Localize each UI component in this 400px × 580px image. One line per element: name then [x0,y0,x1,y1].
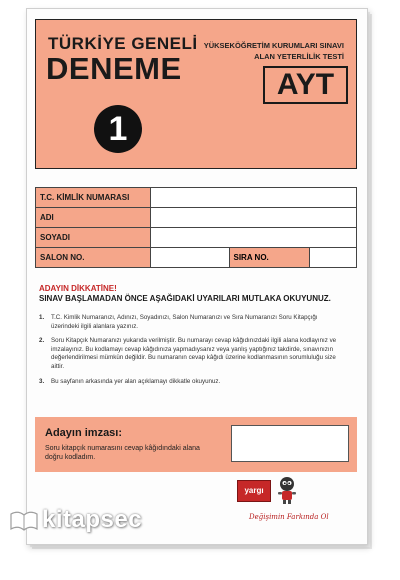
booklet-cover [26,8,368,545]
surname-label: SOYADI [36,228,151,247]
warning-rules [39,314,339,392]
tc-label: T.C. KİMLİK NUMARASI [36,188,151,207]
form-row-name [36,208,356,228]
open-book-icon [8,507,40,533]
rule-item [39,337,339,371]
seat-field[interactable] [310,248,357,267]
signature-note: Soru kitapçık numarasını cevap kâğıdındaki alana doğru kodladım. [45,445,200,461]
exam-name-line1: YÜKSEKÖĞRETİM KURUMLARI SINAVI [203,41,344,50]
form-row-room [36,248,356,267]
warning-subtitle: SINAV BAŞLAMADAN ÖNCE AŞAĞIDAKİ UYARILARI MUTLAKA OKUYUNUZ. [39,294,331,303]
candidate-info-form [35,187,357,268]
signature-box[interactable] [231,425,349,462]
mascot-icon [274,475,300,505]
surname-field[interactable] [151,228,356,247]
rule-text: T.C. Kimlik Numaranızı, Adınızı, Soyadınızı, Salon Numaranızı ve Sıra Numaranızı Soru Kitapçığı üzerindeki ilgili alanlara yazınız. [51,314,318,330]
publisher-slogan: Değişimin Farkında Ol [249,513,329,521]
exam-name-line2: ALAN YETERLİLİK TESTİ [254,52,344,61]
signature-title: Adayın imzası: [45,427,123,439]
warning-title: ADAYIN DİKKATİNE! [39,284,117,293]
rule-number: 1. [39,314,45,321]
exam-full-name [194,40,344,62]
rule-text: Bu sayfanın arkasında yer alan açıklamayı dikkatle okuyunuz. [51,377,221,385]
form-row-surname [36,228,356,248]
watermark [8,506,142,534]
cover-header [35,19,357,169]
rule-number: 2. [39,337,45,345]
form-row-tc [36,188,356,208]
rule-number: 3. [39,377,45,385]
exam-number-badge: 1 [94,105,142,153]
name-field[interactable] [151,208,356,227]
seat-label: SIRA NO. [230,248,310,267]
exam-code-box: AYT [263,66,348,104]
tc-field[interactable] [151,188,356,207]
room-field[interactable] [151,248,230,267]
name-label: ADI [36,208,151,227]
rule-item [39,378,339,387]
room-label: SALON NO. [36,248,151,267]
series-title-line2: DENEME [46,51,182,86]
rule-text: Soru Kitapçık Numaranızı yukarıda verilmiştir. Bu numarayı cevap kâğıdınızdaki ilgili alana kodlayınız ve imzalayınız. Bu kodlamayı cevap kâğıdınıza yapmadıysanız veya yanlış yaptığınız takdirde, sınavınızın değerlendirilmesi mümkün değildir. Bu numaranın cevap kâğıdı üzerine kodlanmasının sorumluluğu size aittir. [51,337,337,370]
signature-panel [35,417,357,472]
series-title-line1: TÜRKİYE GENELİ [48,34,198,53]
watermark-text: kitapsec [42,506,143,533]
rule-item [39,314,339,331]
publisher-logo: yargı [237,480,271,502]
